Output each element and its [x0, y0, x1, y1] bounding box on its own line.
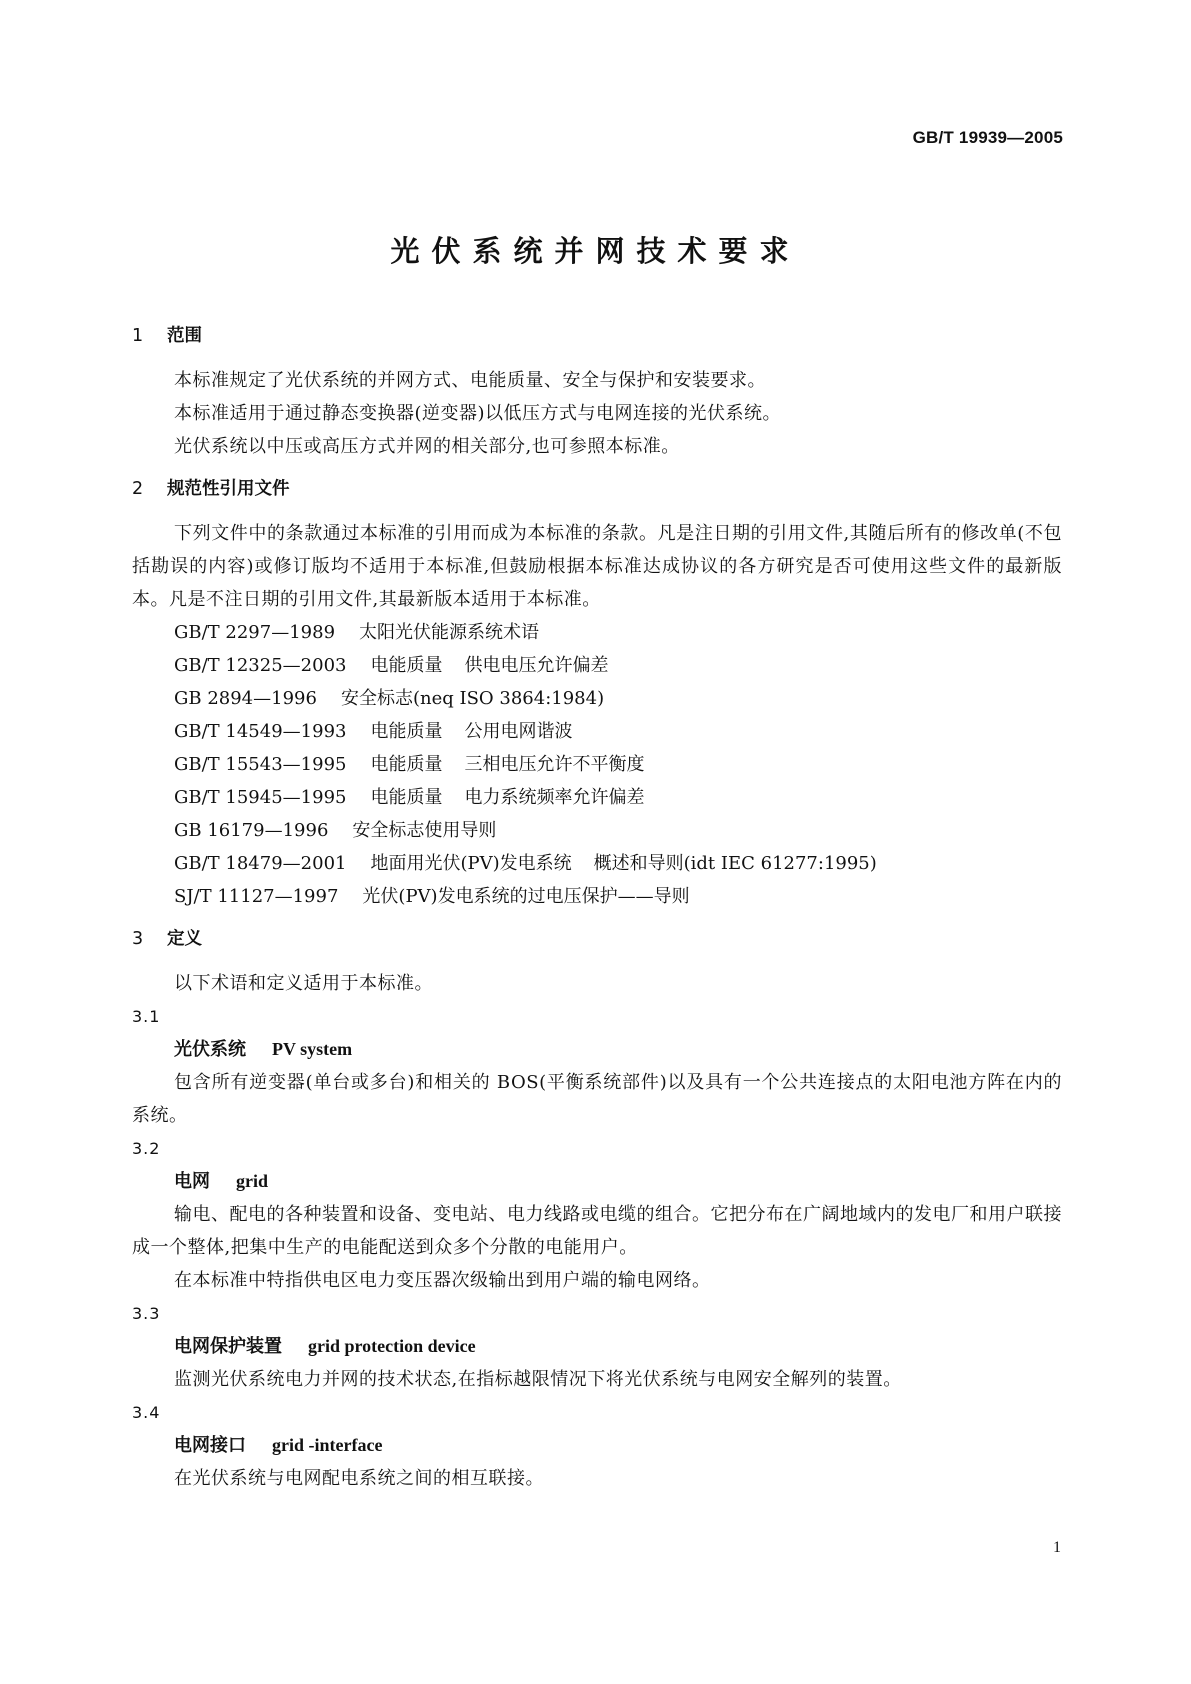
reference-code: GB/T 14549—1993 — [174, 721, 347, 742]
reference-item — [132, 847, 1062, 880]
term-en: grid protection device — [308, 1336, 476, 1356]
reference-subtitle: 概述和导则(idt IEC 61277:1995) — [593, 853, 877, 874]
term-heading — [132, 1165, 1062, 1198]
section-number: 1 — [132, 326, 144, 346]
reference-code: GB/T 18479—2001 — [174, 853, 347, 874]
term-heading — [132, 1429, 1062, 1462]
section-heading-scope — [132, 324, 1062, 348]
term-definition: 在本标准中特指供电区电力变压器次级输出到用户端的输电网络。 — [174, 1270, 711, 1291]
term-definition: 输电、配电的各种装置和设备、变电站、电力线路或电缆的组合。它把分布在广阔地域内的发电厂和用户联接成一个整体,把集中生产的电能配送到众多个分散的电能用户。 — [132, 1204, 1062, 1258]
section-number: 3 — [132, 929, 144, 949]
reference-item — [132, 814, 1062, 847]
reference-title: 安全标志使用导则 — [352, 820, 497, 841]
reference-item — [132, 682, 1062, 715]
paragraph: 本标准规定了光伏系统的并网方式、电能质量、安全与保护和安装要求。 — [174, 370, 766, 391]
section-number: 2 — [132, 479, 144, 499]
reference-title: 电能质量 — [370, 754, 443, 775]
term-heading — [132, 1033, 1062, 1066]
term-number: 3.1 — [132, 1007, 161, 1026]
reference-title: 安全标志(neq ISO 3864:1984) — [340, 688, 605, 709]
reference-title: 电能质量 — [370, 655, 443, 676]
reference-item — [132, 649, 1062, 682]
reference-subtitle: 三相电压允许不平衡度 — [464, 754, 645, 775]
reference-item — [132, 616, 1062, 649]
term-zh: 电网接口 — [174, 1435, 246, 1456]
section-title: 规范性引用文件 — [167, 479, 290, 499]
paragraph: 下列文件中的条款通过本标准的引用而成为本标准的条款。凡是注日期的引用文件,其随后所有的修改单(不包括勘误的内容)或修订版均不适用于本标准,但鼓励根据本标准达成协议的各方研究是否可使用这些文件的最新版本。凡是不注日期的引用文件,其最新版本适用于本标准。 — [132, 523, 1062, 610]
paragraph: 光伏系统以中压或高压方式并网的相关部分,也可参照本标准。 — [174, 436, 680, 457]
term-zh: 光伏系统 — [174, 1039, 246, 1060]
reference-code: GB/T 12325—2003 — [174, 655, 347, 676]
term-en: grid — [236, 1171, 269, 1191]
term-number: 3.2 — [132, 1139, 161, 1158]
reference-title: 太阳光伏能源系统术语 — [359, 622, 540, 643]
term-zh: 电网保护装置 — [174, 1336, 282, 1357]
reference-code: SJ/T 11127—1997 — [174, 886, 339, 907]
section-scope-body — [132, 364, 1062, 463]
term-zh: 电网 — [174, 1171, 210, 1192]
section-heading-normative-references — [132, 477, 1062, 501]
section-references-body — [132, 517, 1062, 913]
reference-subtitle: 供电电压允许偏差 — [464, 655, 609, 676]
reference-title: 电能质量 — [370, 787, 443, 808]
term-definition: 监测光伏系统电力并网的技术状态,在指标越限情况下将光伏系统与电网安全解列的装置。 — [174, 1369, 902, 1390]
section-title: 定义 — [167, 929, 202, 949]
reference-code: GB/T 15543—1995 — [174, 754, 347, 775]
reference-item — [132, 715, 1062, 748]
reference-title: 光伏(PV)发电系统的过电压保护——导则 — [362, 886, 690, 907]
reference-code: GB 16179—1996 — [174, 820, 329, 841]
term-en: PV system — [272, 1039, 353, 1059]
reference-item — [132, 781, 1062, 814]
term-en: grid -interface — [272, 1435, 383, 1455]
term-number: 3.3 — [132, 1304, 161, 1323]
reference-code: GB 2894—1996 — [174, 688, 317, 709]
reference-subtitle: 电力系统频率允许偏差 — [464, 787, 645, 808]
page-number: 1 — [1053, 1539, 1061, 1556]
reference-code: GB/T 2297—1989 — [174, 622, 336, 643]
standard-number: GB/T 19939—2005 — [912, 128, 1063, 147]
term-definition: 在光伏系统与电网配电系统之间的相互联接。 — [174, 1468, 544, 1489]
reference-title: 电能质量 — [370, 721, 443, 742]
reference-subtitle: 公用电网谐波 — [464, 721, 573, 742]
reference-item — [132, 880, 1062, 913]
section-title: 范围 — [167, 326, 202, 346]
paragraph: 本标准适用于通过静态变换器(逆变器)以低压方式与电网连接的光伏系统。 — [174, 403, 782, 424]
section-definitions-body — [132, 967, 1062, 1495]
reference-title: 地面用光伏(PV)发电系统 — [370, 853, 572, 874]
reference-code: GB/T 15945—1995 — [174, 787, 347, 808]
term-number: 3.4 — [132, 1403, 161, 1422]
document-body — [132, 324, 1062, 1495]
section-heading-definitions — [132, 927, 1062, 951]
reference-item — [132, 748, 1062, 781]
term-heading — [132, 1330, 1062, 1363]
document-title: 光伏系统并网技术要求 — [390, 234, 801, 268]
term-definition: 包含所有逆变器(单台或多台)和相关的 BOS(平衡系统部件)以及具有一个公共连接点的太阳电池方阵在内的系统。 — [132, 1072, 1062, 1126]
paragraph: 以下术语和定义适用于本标准。 — [174, 973, 433, 994]
